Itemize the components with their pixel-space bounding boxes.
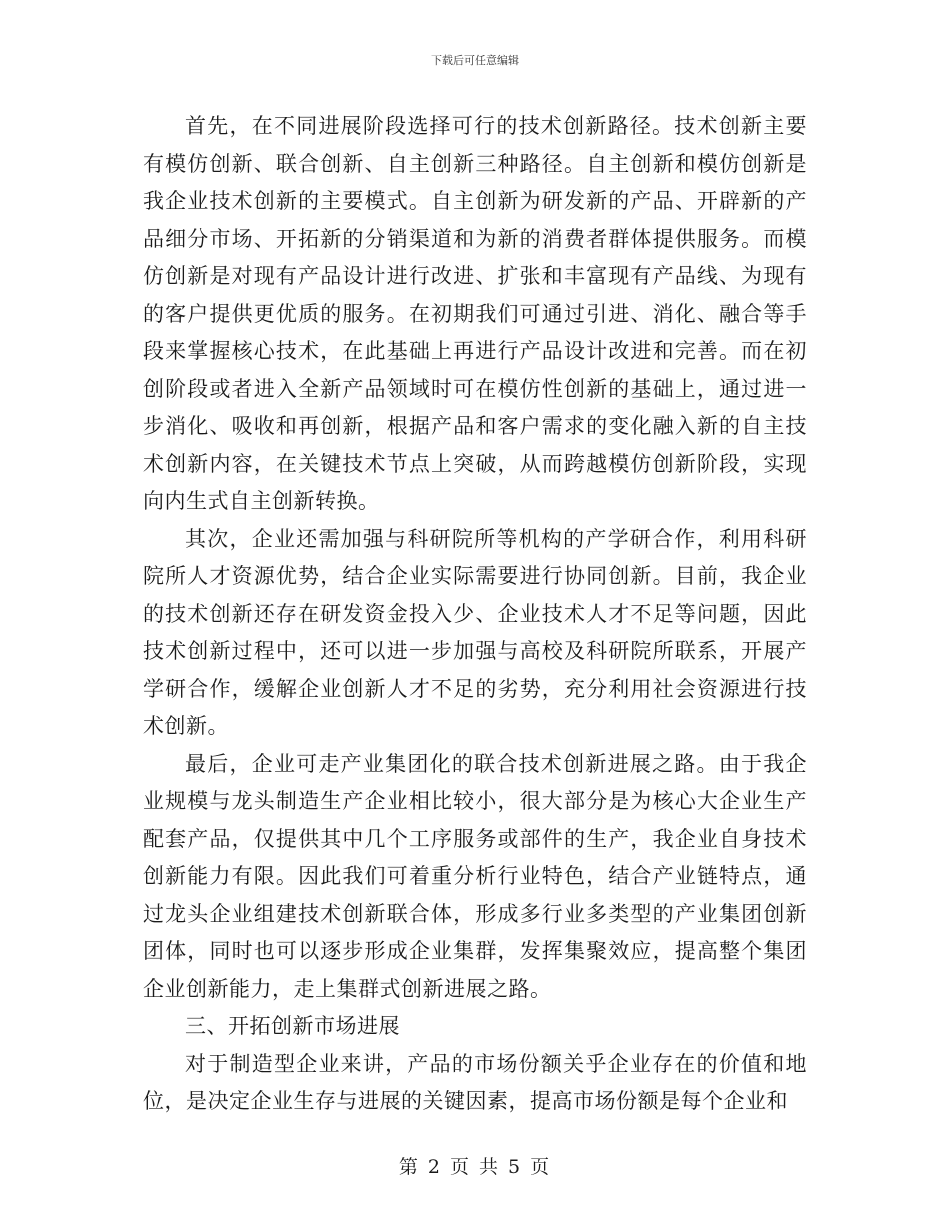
paragraph-fourth: 对于制造型企业来讲，产品的市场份额关乎企业存在的价值和地位，是决定企业生存与进展的关键因素，提高市场份额是每个企业和 [143, 1051, 807, 1113]
document-body [143, 108, 807, 1121]
paragraph-third: 最后，企业可走产业集团化的联合技术创新进展之路。由于我企业规模与龙头制造生产企业相比较小，很大部分是为核心大企业生产配套产品，仅提供其中几个工序服务或部件的生产，我企业自身技术创新能力有限。因此我们可着重分析行业特色，结合产业链特点，通过龙头企业组建技术创新联合体，形成多行业多类型的产业集团创新团体，同时也可以逐步形成企业集群，发挥集聚效应，提高整个集团企业创新能力，走上集群式创新进展之路。 [143, 751, 807, 1001]
page-header: 下载后可任意编辑 [431, 54, 519, 67]
paragraph-second: 其次，企业还需加强与科研院所等机构的产学研合作，利用科研院所人才资源优势，结合企业实际需要进行协同创新。目前，我企业的技术创新还存在研发资金投入少、企业技术人才不足等问题，因此技术创新过程中，还可以进一步加强与高校及科研院所联系，开展产学研合作，缓解企业创新人才不足的劣势，充分利用社会资源进行技术创新。 [143, 526, 807, 738]
paragraph-first: 首先，在不同进展阶段选择可行的技术创新路径。技术创新主要有模仿创新、联合创新、自主创新三种路径。自主创新和模仿创新是我企业技术创新的主要模式。自主创新为研发新的产品、开辟新的产品细分市场、开拓新的分销渠道和为新的消费者群体提供服务。而模仿创新是对现有产品设计进行改进、扩张和丰富现有产品线、为现有的客户提供更优质的服务。在初期我们可通过引进、消化、融合等手段来掌握核心技术，在此基础上再进行产品设计改进和完善。而在初创阶段或者进入全新产品领域时可在模仿性创新的基础上，通过进一步消化、吸收和再创新，根据产品和客户需求的变化融入新的自主技术创新内容，在关键技术节点上突破，从而跨越模仿创新阶段，实现向内生式自主创新转换。 [143, 114, 807, 513]
page-number: 第 2 页 共 5 页 [398, 1156, 552, 1178]
section-heading: 三、开拓创新市场进展 [185, 1014, 400, 1038]
